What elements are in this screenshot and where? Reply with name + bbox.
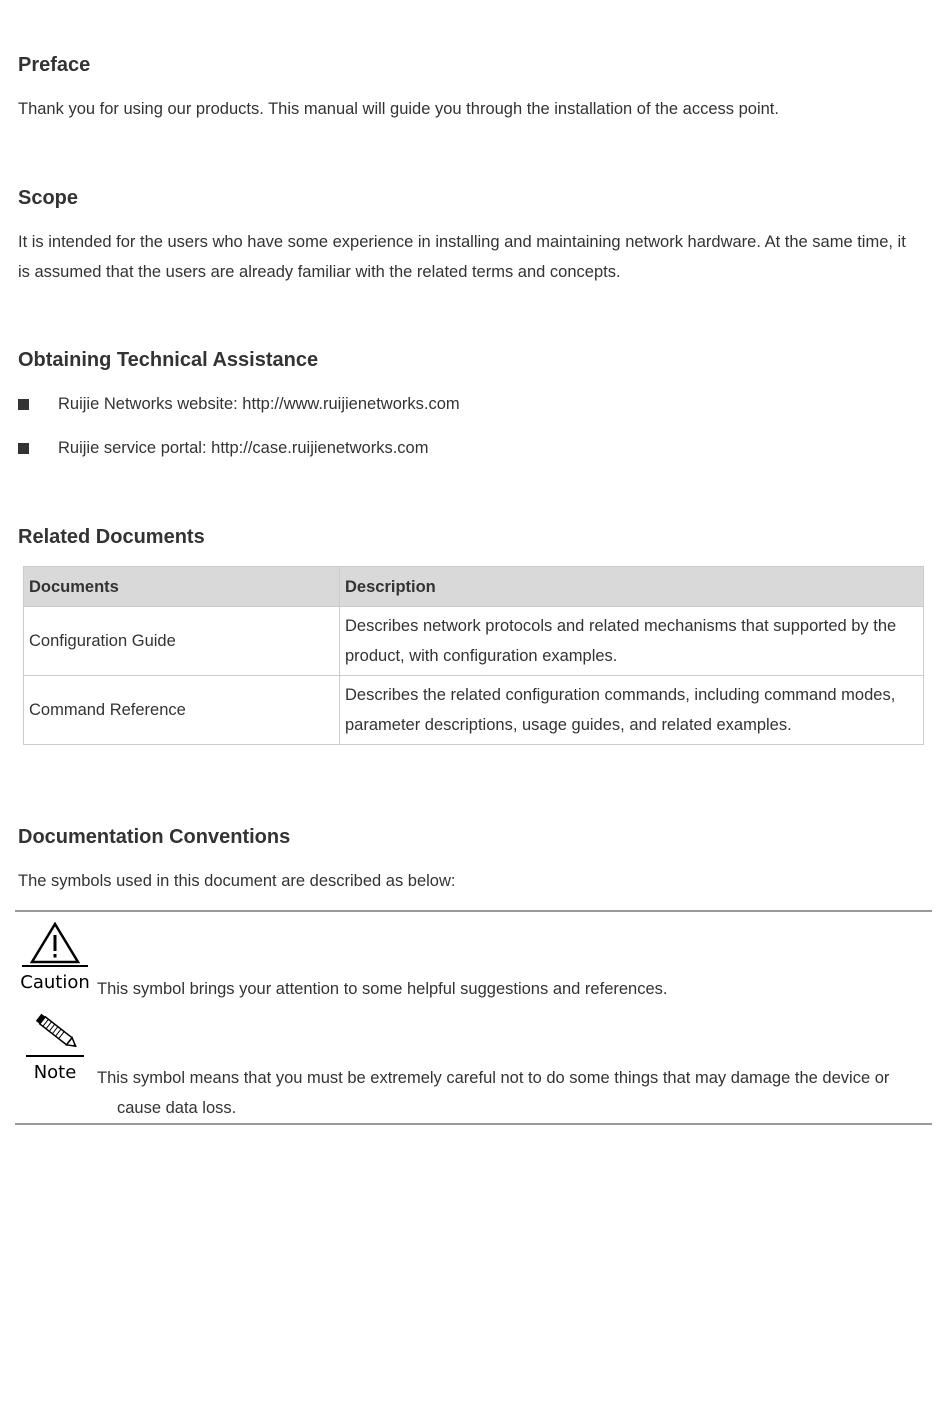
symbol-row-caution — [15, 920, 932, 1000]
caution-label: Caution — [20, 972, 90, 993]
table-row — [24, 607, 924, 676]
square-bullet-icon — [18, 443, 29, 454]
conventions-heading: Documentation Conventions — [18, 826, 291, 848]
pencil-note-icon — [18, 1010, 92, 1083]
description-line: Describes the related configuration commands, including command modes, — [345, 686, 896, 704]
caution-description-line: This symbol brings your attention to some helpful suggestions and references. — [97, 980, 668, 998]
note-description-line: cause data loss. — [117, 1099, 237, 1117]
symbol-row-note — [15, 1010, 932, 1120]
document-cell: Command Reference — [24, 676, 340, 745]
description-cell — [340, 676, 924, 745]
scope-heading: Scope — [18, 187, 79, 209]
service-portal-link-text: Ruijie service portal: http://case.ruijienetworks.com — [58, 439, 429, 457]
note-description-line: This symbol means that you must be extremely careful not to do some things that may damage the device or — [97, 1069, 890, 1087]
description-line: product, with configuration examples. — [345, 647, 618, 665]
document-cell: Configuration Guide — [24, 607, 340, 676]
related-documents-heading: Related Documents — [18, 526, 205, 548]
table-row — [24, 676, 924, 745]
conventions-intro: The symbols used in this document are described as below: — [18, 872, 456, 890]
scope-body — [18, 227, 933, 287]
column-header-description: Description — [340, 567, 924, 607]
related-documents-table — [23, 566, 924, 745]
note-label: Note — [33, 1062, 77, 1083]
table-header-row — [24, 567, 924, 607]
preface-body: Thank you for using our products. This manual will guide you through the installation of the access point. — [18, 100, 779, 118]
website-link-text: Ruijie Networks website: http://www.ruijienetworks.com — [58, 395, 460, 413]
scope-body-line1: It is intended for the users who have some experience in installing and maintaining network hardware. At the same time, it — [18, 233, 906, 251]
scope-body-line2: is assumed that the users are already familiar with the related terms and concepts. — [18, 263, 621, 281]
caution-description — [97, 974, 667, 1004]
bottom-divider — [15, 1123, 932, 1125]
square-bullet-icon — [18, 399, 29, 410]
note-description — [97, 1063, 927, 1123]
description-line: parameter descriptions, usage guides, and related examples. — [345, 716, 792, 734]
preface-heading: Preface — [18, 54, 91, 76]
warning-triangle-icon — [18, 920, 92, 993]
assistance-heading: Obtaining Technical Assistance — [18, 349, 319, 371]
description-cell — [340, 607, 924, 676]
description-line: Describes network protocols and related mechanisms that supported by the — [345, 617, 897, 635]
top-divider — [15, 910, 932, 912]
column-header-documents: Documents — [24, 567, 340, 607]
